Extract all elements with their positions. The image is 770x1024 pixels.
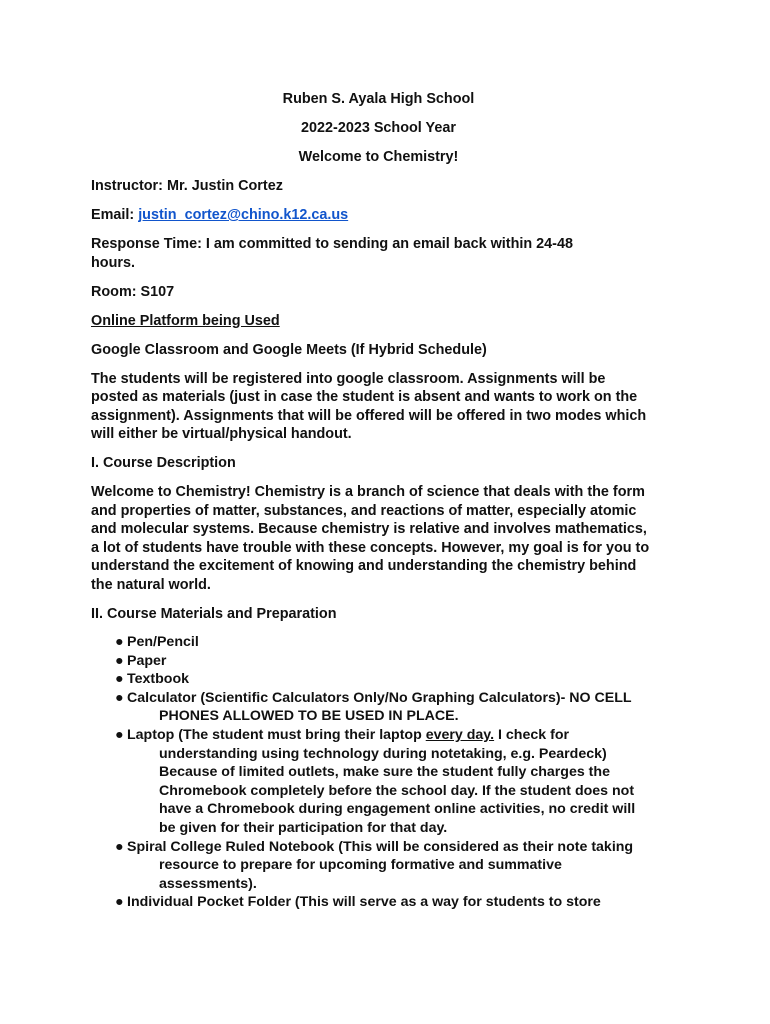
list-item: ● Laptop (The student must bring their laptop every day. I check for understanding using technology during notetaking, e.g. Peardeck) Because of limited outlets, make sure the student fully charges the Chromebook completely before the school day. If the student does not have a Chromebook during engagement online activities, no credit will be given for their participation for that day.: [115, 726, 636, 836]
bullet-icon: ●: [115, 634, 124, 650]
text-line: the natural world.: [91, 576, 211, 593]
response-time-line: hours.: [91, 254, 135, 271]
school-name: Ruben S. Ayala High School: [282, 91, 475, 107]
response-time: [91, 235, 686, 272]
text-line: will either be virtual/physical handout.: [91, 426, 352, 442]
emphasis-every-day: every day.: [425, 726, 495, 743]
text-line: understand the excitement of knowing and understanding the chemistry behind: [91, 558, 637, 574]
text-line: The students will be registered into google classroom. Assignments will be: [91, 370, 606, 387]
bullet-icon: ●: [115, 671, 124, 688]
list-item: ● Pen/Pencil: [115, 634, 199, 650]
email-link[interactable]: justin_cortez@chino.k12.ca.us: [138, 207, 349, 223]
instructor: Instructor: Mr. Justin Cortez: [91, 178, 283, 194]
bullet-icon: ●: [115, 838, 124, 855]
text-line: Welcome to Chemistry! Chemistry is a branch of science that deals with the form: [91, 484, 645, 500]
list-item: ● Individual Pocket Folder (This will serve as a way for students to store: [115, 894, 601, 911]
text-line: a lot of students have trouble with these concepts. However, my goal is for you to: [91, 539, 650, 556]
room: Room: S107: [91, 283, 175, 300]
materials-list: [91, 633, 686, 912]
list-item: ● Textbook: [115, 671, 190, 688]
text-line: assignment). Assignments that will be offered will be offered in two modes which: [91, 407, 647, 424]
response-time-line: Response Time: I am committed to sending an email back within 24-48: [91, 236, 573, 252]
email-label: Email:: [91, 207, 135, 223]
text-line: and molecular systems. Because chemistry is relative and involves mathematics,: [91, 521, 647, 537]
bullet-icon: ●: [115, 726, 124, 743]
platform-description: [91, 370, 686, 444]
materials-heading: II. Course Materials and Preparation: [91, 605, 337, 622]
bullet-icon: ●: [115, 894, 124, 911]
platform-heading: Online Platform being Used: [91, 312, 280, 329]
platform-tools: Google Classroom and Google Meets (If Hybrid Schedule): [91, 341, 487, 358]
bullet-icon: ●: [115, 652, 124, 669]
bullet-icon: ●: [115, 689, 124, 706]
email-line: [91, 206, 686, 225]
document-page: [91, 90, 686, 912]
list-item: ● Paper: [115, 652, 167, 669]
list-item: ● Spiral College Ruled Notebook (This will be considered as their note taking resource to prepare for upcoming formative and summative assessments).: [115, 838, 634, 892]
welcome-title: Welcome to Chemistry!: [298, 149, 459, 165]
course-description-body: [91, 483, 686, 594]
list-item: ● Calculator (Scientific Calculators Only/No Graphing Calculators)- NO CELL PHONES ALLOWED TO BE USED IN PLACE.: [115, 689, 632, 725]
course-description-heading: I. Course Description: [91, 455, 236, 471]
text-line: and properties of matter, substances, and reactions of matter, especially atomic: [91, 502, 637, 519]
text-line: posted as materials (just in case the student is absent and wants to work on the: [91, 389, 638, 405]
school-year: 2022-2023 School Year: [301, 120, 456, 136]
